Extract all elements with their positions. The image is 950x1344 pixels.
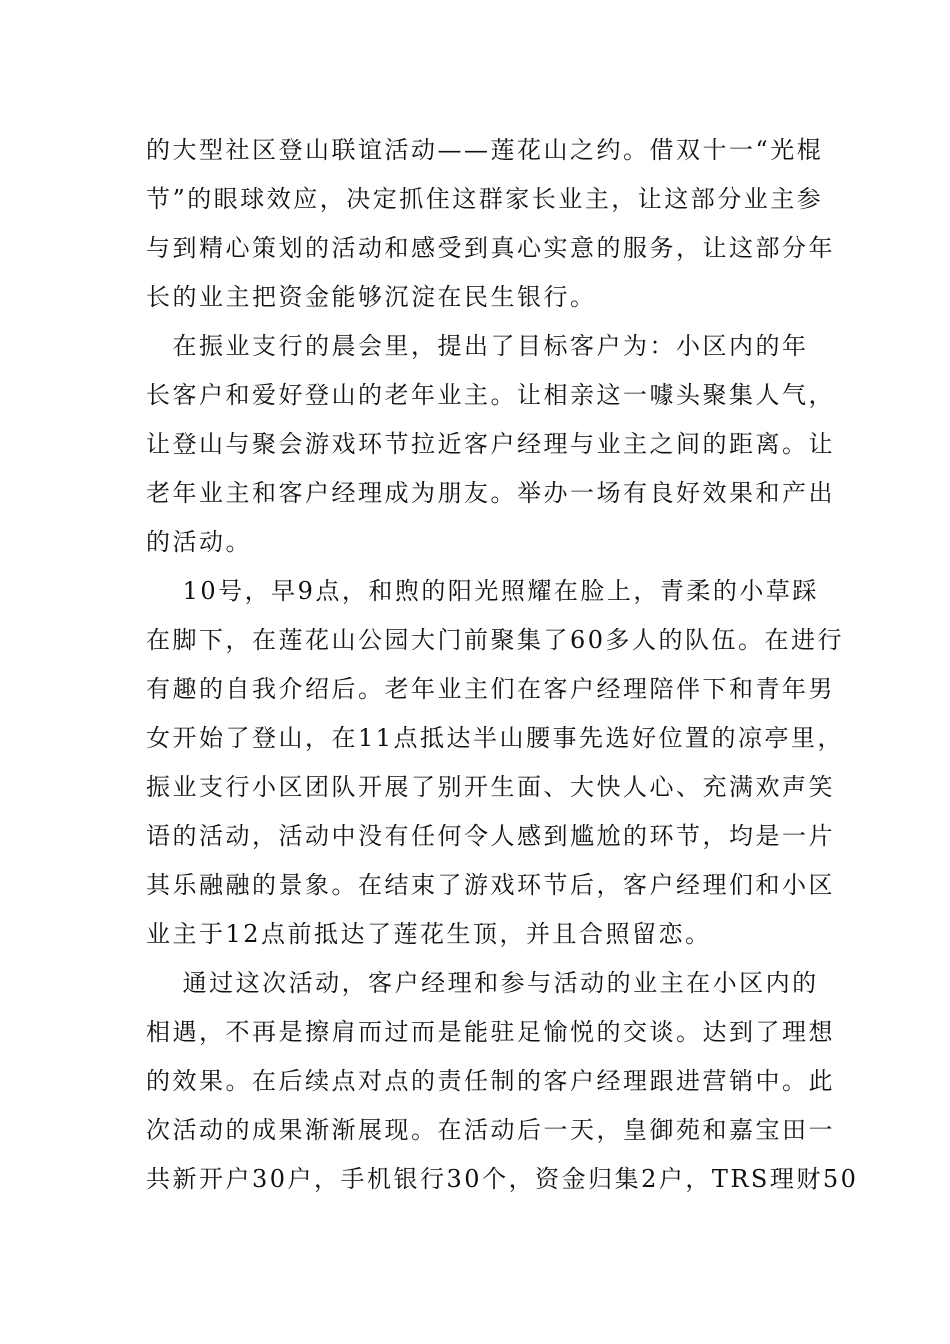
paragraph-4 (146, 959, 859, 1204)
paragraph-1 (146, 126, 835, 322)
text-line: 女开始了登山，在11点抵达半山腰事先选好位置的凉亭里， (146, 724, 845, 752)
text-line: 相遇，不再是擦肩而过而是能驻足愉悦的交谈。达到了理想 (146, 1018, 835, 1046)
text-line: 其乐融融的景象。在结束了游戏环节后，客户经理们和小区 (146, 871, 835, 899)
document-body (146, 126, 859, 1204)
text-line: 与到精心策划的活动和感受到真心实意的服务，让这部分年 (146, 234, 835, 262)
text-line: 的活动。 (146, 528, 252, 556)
text-line: 共新开户30户，手机银行30个，资金归集2户，TRS理财50 (146, 1165, 859, 1193)
paragraph-3 (146, 567, 845, 959)
text-line: 长客户和爱好登山的老年业主。让相亲这一噱头聚集人气， (146, 381, 835, 409)
text-line: 的效果。在后续点对点的责任制的客户经理跟进营销中。此 (146, 1067, 835, 1095)
text-line: 通过这次活动，客户经理和参与活动的业主在小区内的 (146, 969, 819, 997)
text-line: 有趣的自我介绍后。老年业主们在客户经理陪伴下和青年男 (146, 675, 835, 703)
text-line: 10号，早9点，和煦的阳光照耀在脸上，青柔的小草踩 (146, 577, 819, 605)
text-line: 在振业支行的晨会里，提出了目标客户为：小区内的年 (146, 332, 809, 360)
text-line: 次活动的成果渐渐展现。在活动后一天，皇御苑和嘉宝田一 (146, 1116, 835, 1144)
text-line: 业主于12点前抵达了莲花生顶，并且合照留恋。 (146, 920, 712, 948)
text-line: 语的活动，活动中没有任何令人感到尴尬的环节，均是一片 (146, 822, 835, 850)
text-line: 的大型社区登山联谊活动——莲花山之约。借双十一“光棍 (146, 136, 824, 164)
text-line: 在脚下，在莲花山公园大门前聚集了60多人的队伍。在进行 (146, 626, 845, 654)
paragraph-2 (146, 322, 835, 567)
text-line: 振业支行小区团队开展了别开生面、大快人心、充满欢声笑 (146, 773, 835, 801)
text-line: 老年业主和客户经理成为朋友。举办一场有良好效果和产出 (146, 479, 835, 507)
text-line: 长的业主把资金能够沉淀在民生银行。 (146, 283, 597, 311)
text-line: 节”的眼球效应，决定抓住这群家长业主，让这部分业主参 (146, 185, 824, 213)
text-line: 让登山与聚会游戏环节拉近客户经理与业主之间的距离。让 (146, 430, 835, 458)
